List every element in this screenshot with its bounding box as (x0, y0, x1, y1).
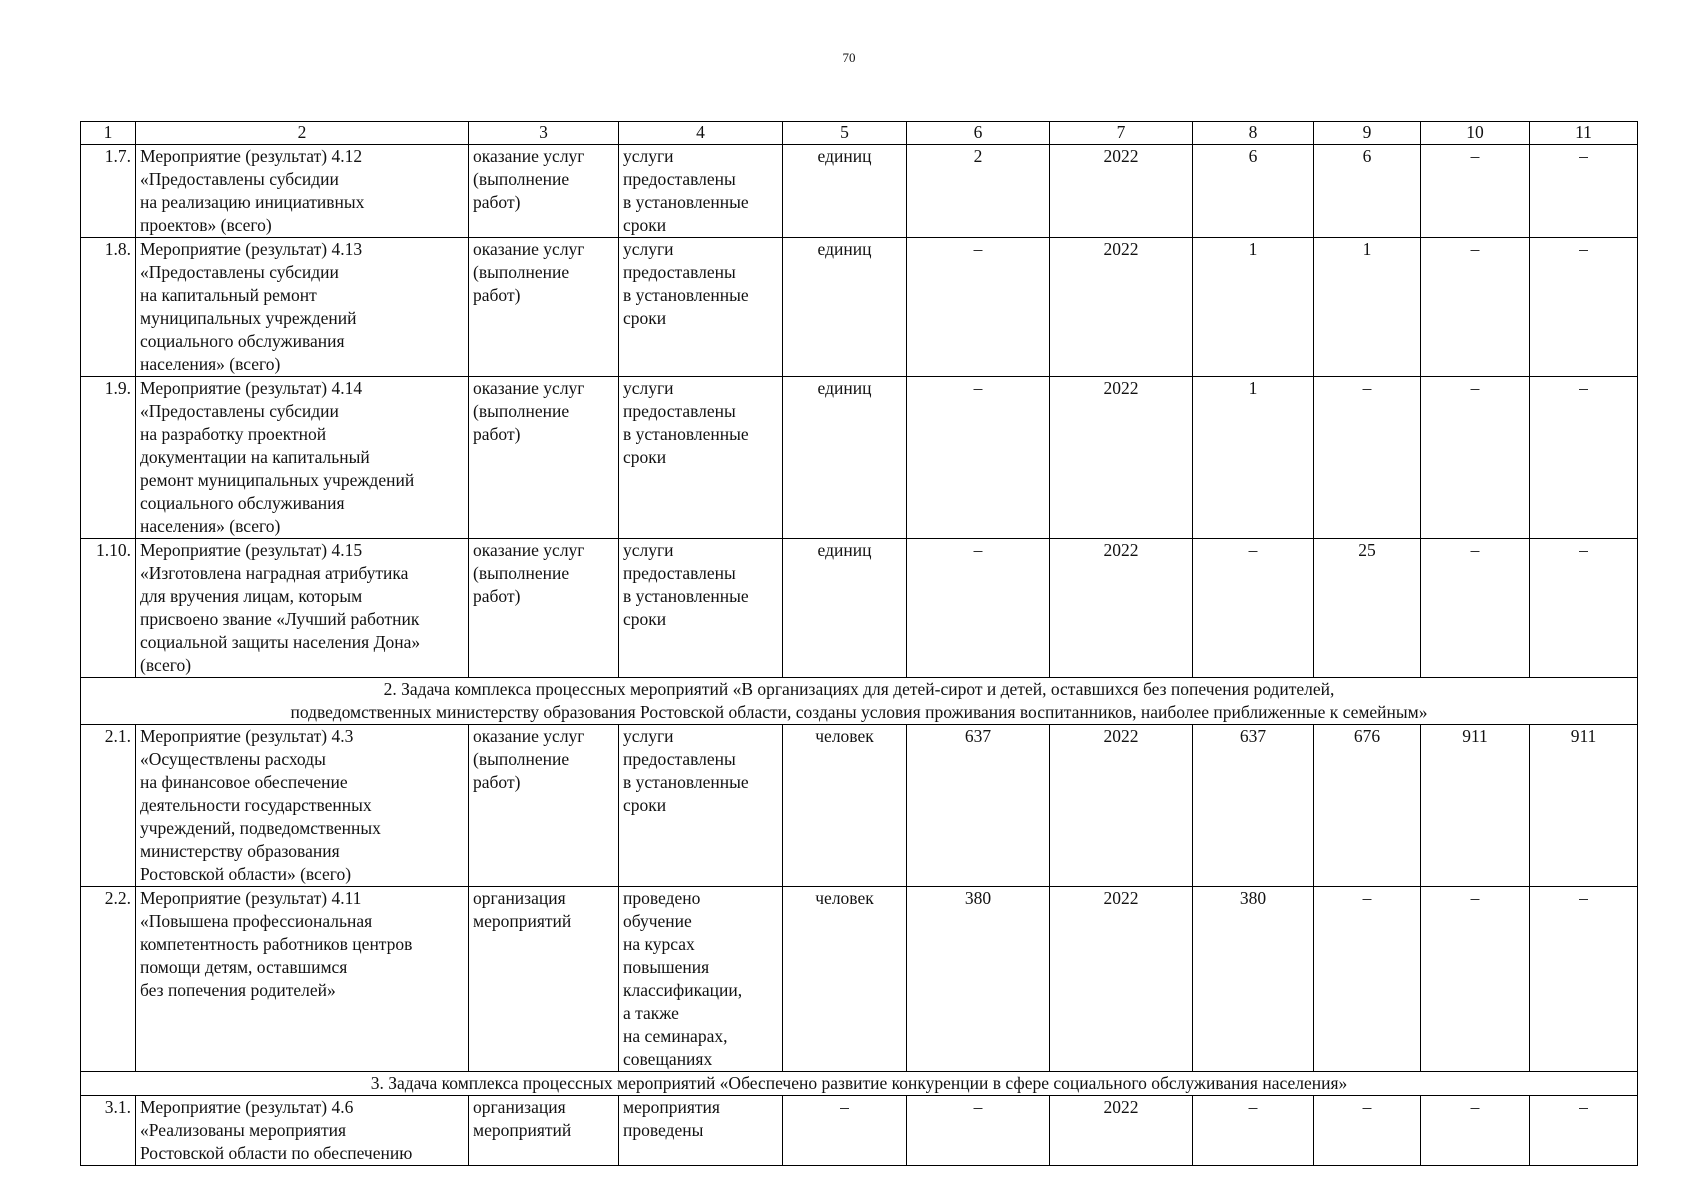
measure-type (469, 377, 619, 539)
task-row (81, 678, 1638, 725)
measure-characteristic-line: на курсах (623, 934, 695, 954)
measure-name-line: (всего) (140, 655, 192, 675)
value-cell: 676 (1314, 725, 1421, 887)
measure-name-line: помощи детям, оставшимся (140, 957, 348, 977)
measure-type-line: (выполнение (473, 749, 570, 769)
row-number: 1.7. (81, 145, 136, 238)
measure-characteristic-line: классификации, (623, 980, 743, 1000)
base-value-cell: – (907, 1096, 1050, 1166)
measure-name-line: «Предоставлены субсидии (140, 262, 339, 282)
header-cell: 1 (81, 122, 136, 145)
value-cell: – (1421, 887, 1530, 1072)
base-year-cell: 2022 (1050, 725, 1193, 887)
measure-characteristic-line: услуги (623, 146, 674, 166)
value-cell: – (1193, 539, 1314, 678)
value-cell: 25 (1314, 539, 1421, 678)
table-row (81, 539, 1638, 678)
base-value-cell: – (907, 539, 1050, 678)
base-value-cell: – (907, 238, 1050, 377)
row-number: 1.8. (81, 238, 136, 377)
measure-name-line: без попечения родителей» (140, 980, 336, 1000)
table-row (81, 887, 1638, 1072)
measure-type (469, 1096, 619, 1166)
measure-characteristic-line: предоставлены (623, 563, 736, 583)
measure-characteristic-line: на семинарах, (623, 1026, 728, 1046)
measure-type (469, 887, 619, 1072)
measure-type-line: организация (473, 1097, 566, 1117)
measure-characteristic-line: предоставлены (623, 262, 736, 282)
measure-characteristic-line: сроки (623, 795, 667, 815)
header-row (81, 122, 1638, 145)
measure-characteristic-line: в установленные (623, 586, 749, 606)
value-cell: – (1421, 145, 1530, 238)
measure-type (469, 145, 619, 238)
value-cell: – (1530, 377, 1638, 539)
measure-name-line: проектов» (всего) (140, 215, 272, 235)
header-cell: 4 (619, 122, 783, 145)
value-cell: – (1314, 887, 1421, 1072)
measure-characteristic-line: в установленные (623, 285, 749, 305)
measure-name-line: для вручения лицам, которым (140, 586, 363, 606)
measure-name-line: Мероприятие (результат) 4.11 (140, 888, 362, 908)
measure-name-line: социальной защиты населения Дона» (140, 632, 421, 652)
row-number: 2.1. (81, 725, 136, 887)
value-cell: 6 (1193, 145, 1314, 238)
measure-name-line: на реализацию инициативных (140, 192, 365, 212)
unit-cell: единиц (783, 539, 907, 678)
measure-type-line: работ) (473, 586, 521, 606)
measure-type-line: мероприятий (473, 1120, 572, 1140)
measure-type-line: работ) (473, 285, 521, 305)
table-row (81, 725, 1638, 887)
measure-name-line: социального обслуживания (140, 331, 345, 351)
task-heading-line: подведомственных министерству образования Ростовской области, созданы условия проживания воспитанников, наиболее приближенные к семейным» (290, 702, 1428, 722)
measure-name-line: «Реализованы мероприятия (140, 1120, 347, 1140)
value-cell: – (1530, 887, 1638, 1072)
measure-characteristic-line: обучение (623, 911, 692, 931)
value-cell: 911 (1421, 725, 1530, 887)
measure-name-line: «Предоставлены субсидии (140, 169, 339, 189)
measure-name-line: Мероприятие (результат) 4.6 (140, 1097, 354, 1117)
measure-type-line: мероприятий (473, 911, 572, 931)
header-cell: 7 (1050, 122, 1193, 145)
measure-name-line: «Осуществлены расходы (140, 749, 326, 769)
measure-characteristic-line: в установленные (623, 772, 749, 792)
value-cell: – (1421, 238, 1530, 377)
measure-name-line: присвоено звание «Лучший работник (140, 609, 420, 629)
measure-characteristic-line: а также (623, 1003, 679, 1023)
measure-type-line: организация (473, 888, 566, 908)
value-cell: – (1421, 1096, 1530, 1166)
value-cell: – (1193, 1096, 1314, 1166)
measure-characteristic-line: предоставлены (623, 169, 736, 189)
measure-type-line: работ) (473, 772, 521, 792)
measure-characteristic-line: услуги (623, 239, 674, 259)
measure-name-line: на капитальный ремонт (140, 285, 317, 305)
base-year-cell: 2022 (1050, 1096, 1193, 1166)
measure-type-line: работ) (473, 192, 521, 212)
measure-name-line: Мероприятие (результат) 4.13 (140, 239, 363, 259)
task-heading-line: 3. Задача комплекса процессных мероприятий «Обеспечено развитие конкуренции в сфере социального обслуживания населения» (370, 1073, 1348, 1093)
table-row (81, 238, 1638, 377)
value-cell: – (1530, 1096, 1638, 1166)
measure-characteristic-line: совещаниях (623, 1049, 713, 1069)
header-cell: 6 (907, 122, 1050, 145)
page-number: 70 (842, 50, 856, 65)
value-cell: 380 (1193, 887, 1314, 1072)
value-cell: – (1530, 238, 1638, 377)
header-cell: 8 (1193, 122, 1314, 145)
measure-name-line: компетентность работников центров (140, 934, 413, 954)
table-row (81, 1096, 1638, 1166)
row-number: 3.1. (81, 1096, 136, 1166)
measure-name-line: Мероприятие (результат) 4.12 (140, 146, 363, 166)
value-cell: – (1314, 1096, 1421, 1166)
measure-type-line: (выполнение (473, 262, 570, 282)
unit-cell: единиц (783, 238, 907, 377)
unit-cell: человек (783, 725, 907, 887)
task-heading-line: 2. Задача комплекса процессных мероприятий «В организациях для детей-сирот и детей, оставшихся без попечения родителей, (383, 679, 1335, 699)
measure-name-line: населения» (всего) (140, 516, 281, 536)
measure-name-line: Ростовской области по обеспечению (140, 1143, 413, 1163)
measure-characteristic-line: проведено (623, 888, 701, 908)
measure-name-line: Ростовской области» (всего) (140, 864, 352, 884)
value-cell: 6 (1314, 145, 1421, 238)
base-year-cell: 2022 (1050, 539, 1193, 678)
measure-name-line: социального обслуживания (140, 493, 345, 513)
measure-type-line: работ) (473, 424, 521, 444)
task-row (81, 1072, 1638, 1096)
measure-name (136, 1096, 469, 1166)
unit-cell: единиц (783, 145, 907, 238)
measure-name (136, 887, 469, 1072)
base-value-cell: 2 (907, 145, 1050, 238)
base-value-cell: 380 (907, 887, 1050, 1072)
measure-characteristic (619, 725, 783, 887)
measure-name (136, 377, 469, 539)
base-value-cell: – (907, 377, 1050, 539)
value-cell: – (1421, 377, 1530, 539)
measure-characteristic-line: проведены (623, 1120, 704, 1140)
measure-type-line: (выполнение (473, 169, 570, 189)
measure-name-line: учреждений, подведомственных (140, 818, 381, 838)
measure-name-line: муниципальных учреждений (140, 308, 357, 328)
measure-name (136, 238, 469, 377)
value-cell: – (1530, 539, 1638, 678)
measure-type-line: оказание услуг (473, 239, 585, 259)
measure-name-line: Мероприятие (результат) 4.14 (140, 378, 363, 398)
measure-type-line: оказание услуг (473, 726, 585, 746)
value-cell: – (1530, 145, 1638, 238)
value-cell: 1 (1314, 238, 1421, 377)
base-value-cell: 637 (907, 725, 1050, 887)
measure-name-line: Мероприятие (результат) 4.3 (140, 726, 354, 746)
task-heading (81, 678, 1638, 725)
measure-type (469, 725, 619, 887)
measure-name-line: на разработку проектной (140, 424, 327, 444)
row-number: 2.2. (81, 887, 136, 1072)
measure-name (136, 725, 469, 887)
measure-type-line: оказание услуг (473, 378, 585, 398)
header-cell: 9 (1314, 122, 1421, 145)
measure-name-line: ремонт муниципальных учреждений (140, 470, 415, 490)
table-row (81, 145, 1638, 238)
base-year-cell: 2022 (1050, 238, 1193, 377)
measure-characteristic-line: повышения (623, 957, 710, 977)
measure-name-line: «Предоставлены субсидии (140, 401, 339, 421)
row-number: 1.9. (81, 377, 136, 539)
measures-table (80, 121, 1638, 1166)
measure-name-line: деятельности государственных (140, 795, 372, 815)
value-cell: – (1314, 377, 1421, 539)
measure-name-line: министерству образования (140, 841, 340, 861)
measure-characteristic-line: сроки (623, 308, 667, 328)
measure-name-line: населения» (всего) (140, 354, 281, 374)
measure-type-line: (выполнение (473, 401, 570, 421)
table-row (81, 377, 1638, 539)
header-cell: 2 (136, 122, 469, 145)
measure-name (136, 145, 469, 238)
measure-characteristic-line: в установленные (623, 192, 749, 212)
measure-characteristic-line: мероприятия (623, 1097, 720, 1117)
measure-type-line: (выполнение (473, 563, 570, 583)
measure-characteristic-line: в установленные (623, 424, 749, 444)
measure-characteristic (619, 145, 783, 238)
measure-characteristic-line: сроки (623, 609, 667, 629)
base-year-cell: 2022 (1050, 887, 1193, 1072)
measure-name-line: Мероприятие (результат) 4.15 (140, 540, 363, 560)
measure-name-line: документации на капитальный (140, 447, 370, 467)
measure-name-line: на финансовое обеспечение (140, 772, 348, 792)
measure-characteristic-line: предоставлены (623, 401, 736, 421)
unit-cell: человек (783, 887, 907, 1072)
measure-characteristic-line: сроки (623, 215, 667, 235)
measure-type (469, 539, 619, 678)
measure-type-line: оказание услуг (473, 146, 585, 166)
measure-type (469, 238, 619, 377)
base-year-cell: 2022 (1050, 377, 1193, 539)
measure-characteristic-line: услуги (623, 378, 674, 398)
header-cell: 5 (783, 122, 907, 145)
unit-cell: – (783, 1096, 907, 1166)
measure-characteristic-line: услуги (623, 726, 674, 746)
header-cell: 3 (469, 122, 619, 145)
header-cell: 10 (1421, 122, 1530, 145)
measure-characteristic (619, 1096, 783, 1166)
measure-characteristic (619, 887, 783, 1072)
base-year-cell: 2022 (1050, 145, 1193, 238)
measure-characteristic (619, 238, 783, 377)
value-cell: 1 (1193, 238, 1314, 377)
measure-type-line: оказание услуг (473, 540, 585, 560)
measure-characteristic (619, 539, 783, 678)
value-cell: 1 (1193, 377, 1314, 539)
row-number: 1.10. (81, 539, 136, 678)
value-cell: – (1421, 539, 1530, 678)
value-cell: 637 (1193, 725, 1314, 887)
value-cell: 911 (1530, 725, 1638, 887)
measure-name-line: «Изготовлена наградная атрибутика (140, 563, 409, 583)
measure-characteristic (619, 377, 783, 539)
measure-name (136, 539, 469, 678)
measure-characteristic-line: предоставлены (623, 749, 736, 769)
header-cell: 11 (1530, 122, 1638, 145)
task-heading (81, 1072, 1638, 1096)
measure-characteristic-line: услуги (623, 540, 674, 560)
unit-cell: единиц (783, 377, 907, 539)
measure-characteristic-line: сроки (623, 447, 667, 467)
measure-name-line: «Повышена профессиональная (140, 911, 373, 931)
